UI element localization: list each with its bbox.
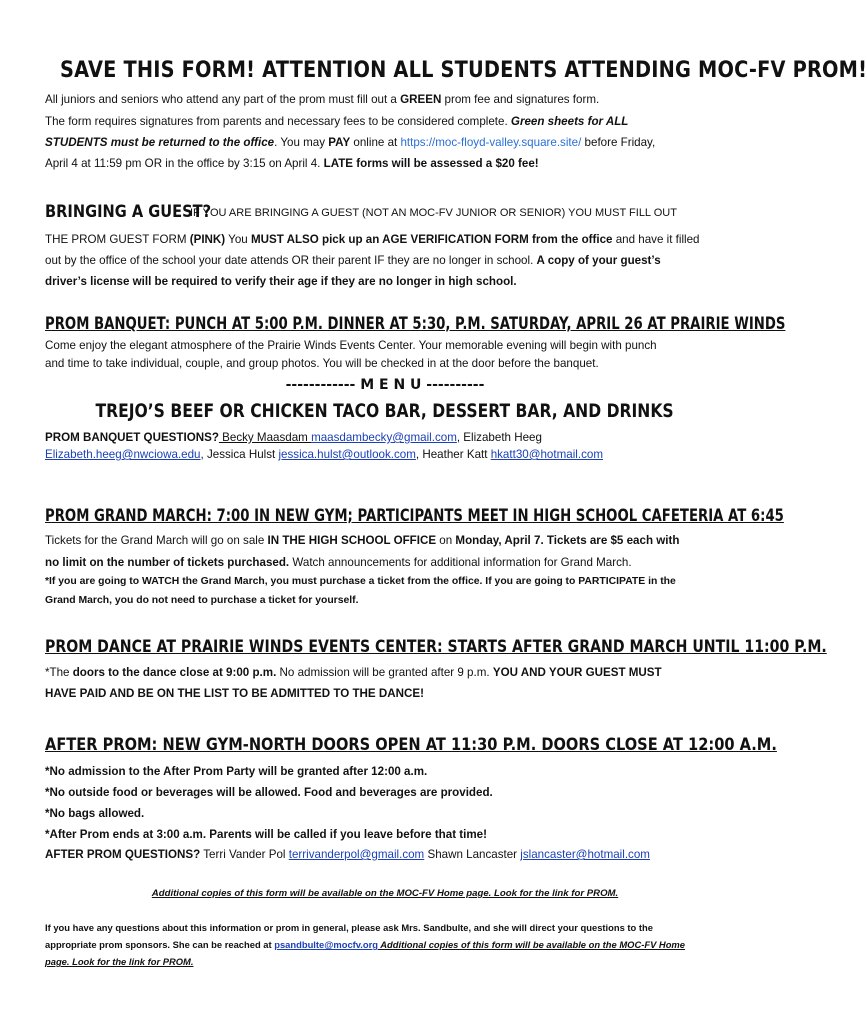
intro-pay: PAY bbox=[328, 136, 351, 149]
grand-march-text: Watch announcements for additional information for Grand March. bbox=[289, 556, 632, 569]
banquet-line-1: Come enjoy the elegant atmosphere of the Prairie Winds Events Center. Your memorable evening will begin with punch bbox=[45, 339, 657, 352]
guest-emphasis: MUST ALSO pick up an AGE VERIFICATION FORM from the office bbox=[250, 233, 613, 246]
dance-heading: PROM DANCE AT PRAIRIE WINDS EVENTS CENTER: STARTS AFTER GRAND MARCH UNTIL 11:00 P.M. bbox=[45, 637, 827, 657]
grand-march-line-4: Grand March, you do not need to purchase a ticket for yourself. bbox=[45, 595, 359, 606]
guest-line-3 bbox=[45, 251, 661, 271]
intro-line-2 bbox=[45, 112, 628, 132]
guest-line-4 bbox=[45, 272, 517, 292]
grand-march-line-1 bbox=[45, 531, 679, 551]
payment-url-link[interactable]: https://moc-floyd-valley.square.site/ bbox=[400, 136, 582, 149]
intro-line-1 bbox=[45, 90, 599, 110]
menu-items: TREJO’S BEEF OR CHICKEN TACO BAR, DESSERT BAR, AND DRINKS bbox=[95, 400, 675, 422]
intro-emphasis: STUDENTS must be returned to the office bbox=[45, 136, 275, 149]
after-prom-heading: AFTER PROM: NEW GYM-NORTH DOORS OPEN AT 11:30 P.M. DOORS CLOSE AT 12:00 A.M. bbox=[45, 735, 777, 755]
grand-march-text: on bbox=[436, 534, 456, 547]
menu-items-row bbox=[0, 400, 770, 426]
banquet-heading: PROM BANQUET: PUNCH AT 5:00 P.M. DINNER AT 5:30, P.M. SATURDAY, APRIL 26 AT PRAIRIE WINDS bbox=[45, 314, 786, 334]
contact-name: Shawn Lancaster bbox=[424, 848, 521, 861]
contact-name: , Heather Katt bbox=[415, 448, 491, 461]
grand-march-heading: PROM GRAND MARCH: 7:00 IN NEW GYM; PARTICIPANTS MEET IN HIGH SCHOOL CAFETERIA AT 6:45 bbox=[45, 506, 784, 526]
guest-emphasis: A copy of your guest’s bbox=[536, 254, 661, 267]
copies-note: Additional copies of this form will be available on the MOC-FV Home page. Look for the link for PROM. bbox=[151, 888, 619, 899]
footer-line-2 bbox=[45, 937, 685, 953]
late-fee-notice: LATE forms will be assessed a $20 fee! bbox=[323, 157, 539, 170]
footer-line-1: If you have any questions about this information or prom in general, please ask Mrs. Sandbulte, and she will direct your questions to the bbox=[45, 922, 653, 933]
intro-text: All juniors and seniors who attend any part of the prom must fill out a bbox=[45, 93, 401, 106]
page-title: SAVE THIS FORM! ATTENTION ALL STUDENTS ATTENDING MOC-FV PROM! bbox=[60, 58, 867, 83]
menu-label: ------------ M E N U ---------- bbox=[285, 377, 485, 393]
footer-line-3 bbox=[45, 954, 193, 970]
after-prom-questions bbox=[45, 845, 650, 865]
contact-email-link[interactable]: jslancaster@hotmail.com bbox=[520, 848, 650, 861]
contact-name: Terri Vander Pol bbox=[200, 848, 289, 861]
guest-emphasis: driver’s license will be required to verify their age if they are no longer in high school. bbox=[45, 275, 517, 288]
dance-line-2: HAVE PAID AND BE ON THE LIST TO BE ADMITTED TO THE DANCE! bbox=[45, 687, 424, 700]
contact-name: , Jessica Hulst bbox=[200, 448, 279, 461]
intro-text: prom fee and signatures form. bbox=[441, 93, 600, 106]
guest-pink: (PINK) bbox=[189, 233, 226, 246]
intro-line-3 bbox=[45, 133, 655, 153]
after-prom-rule-2: *No outside food or beverages will be allowed. Food and beverages are provided. bbox=[45, 786, 493, 799]
contact-email-link[interactable]: jessica.hulst@outlook.com bbox=[278, 448, 416, 461]
intro-green: GREEN bbox=[400, 93, 442, 106]
banquet-line-2: and time to take individual, couple, and group photos. You will be checked in at the door before the banquet. bbox=[45, 357, 599, 370]
guest-heading: BRINGING A GUEST? bbox=[45, 202, 212, 222]
grand-march-text: Tickets for the Grand March will go on sale bbox=[45, 534, 268, 547]
dance-text: No admission will be granted after 9 p.m. bbox=[276, 666, 493, 679]
grand-march-emphasis: no limit on the number of tickets purchased. bbox=[45, 556, 290, 569]
dance-line-1 bbox=[45, 663, 662, 683]
intro-line-4 bbox=[45, 154, 539, 174]
intro-text: online at bbox=[350, 136, 401, 149]
after-prom-rule-1: *No admission to the After Prom Party will be granted after 12:00 a.m. bbox=[45, 765, 428, 778]
footer-copies-note: Additional copies of this form will be available on the MOC-FV Home bbox=[378, 939, 685, 950]
grand-march-line-3: *If you are going to WATCH the Grand March, you must purchase a ticket from the office. If you are going to PARTICIPATE in the bbox=[45, 576, 676, 587]
intro-emphasis: Green sheets for ALL bbox=[510, 115, 629, 128]
contact-name: Becky Maasdam bbox=[218, 431, 312, 444]
dance-emphasis: doors to the dance close at 9:00 p.m. bbox=[72, 666, 277, 679]
guest-text: and have it filled bbox=[612, 233, 700, 246]
grand-march-emphasis: Monday, April 7. Tickets are $5 each with bbox=[455, 534, 680, 547]
dance-emphasis: YOU AND YOUR GUEST MUST bbox=[492, 666, 662, 679]
dance-text: *The bbox=[45, 666, 73, 679]
contact-name: , Elizabeth Heeg bbox=[456, 431, 542, 444]
contact-email-link[interactable]: Elizabeth.heeg@nwciowa.edu bbox=[45, 448, 201, 461]
grand-march-emphasis: IN THE HIGH SCHOOL OFFICE bbox=[267, 534, 437, 547]
guest-text: You bbox=[225, 233, 251, 246]
sponsor-email-link[interactable]: psandbulte@mocfv.org bbox=[274, 939, 378, 950]
after-prom-questions-label: AFTER PROM QUESTIONS? bbox=[45, 848, 201, 861]
intro-text: before Friday, bbox=[581, 136, 656, 149]
guest-line-1: IF YOU ARE BRINGING A GUEST (NOT AN MOC-FV JUNIOR OR SENIOR) YOU MUST FILL OUT bbox=[190, 207, 677, 219]
contact-email-link[interactable]: hkatt30@hotmail.com bbox=[490, 448, 603, 461]
after-prom-rule-4: *After Prom ends at 3:00 a.m. Parents will be called if you leave before that time! bbox=[45, 828, 487, 841]
intro-text: . You may bbox=[274, 136, 329, 149]
guest-text: THE PROM GUEST FORM bbox=[45, 233, 190, 246]
guest-text: out by the office of the school your date attends OR their parent IF they are no longer in school. bbox=[45, 254, 537, 267]
contact-email-link[interactable]: maasdambecky@gmail.com bbox=[311, 431, 457, 444]
banquet-questions-label: PROM BANQUET QUESTIONS? bbox=[45, 431, 219, 444]
intro-text: The form requires signatures from parents and necessary fees to be considered complete. bbox=[45, 115, 511, 128]
after-prom-rule-3: *No bags allowed. bbox=[45, 807, 145, 820]
footer-copies-note: page. Look for the link for PROM. bbox=[45, 956, 194, 967]
contact-email-link[interactable]: terrivanderpol@gmail.com bbox=[288, 848, 425, 861]
grand-march-line-2 bbox=[45, 553, 632, 573]
banquet-questions-line-2 bbox=[45, 445, 603, 465]
intro-text: April 4 at 11:59 pm OR in the office by 3:15 on April 4. bbox=[45, 157, 324, 170]
footer-text: appropriate prom sponsors. She can be reached at bbox=[45, 939, 275, 950]
guest-line-2 bbox=[45, 230, 700, 250]
